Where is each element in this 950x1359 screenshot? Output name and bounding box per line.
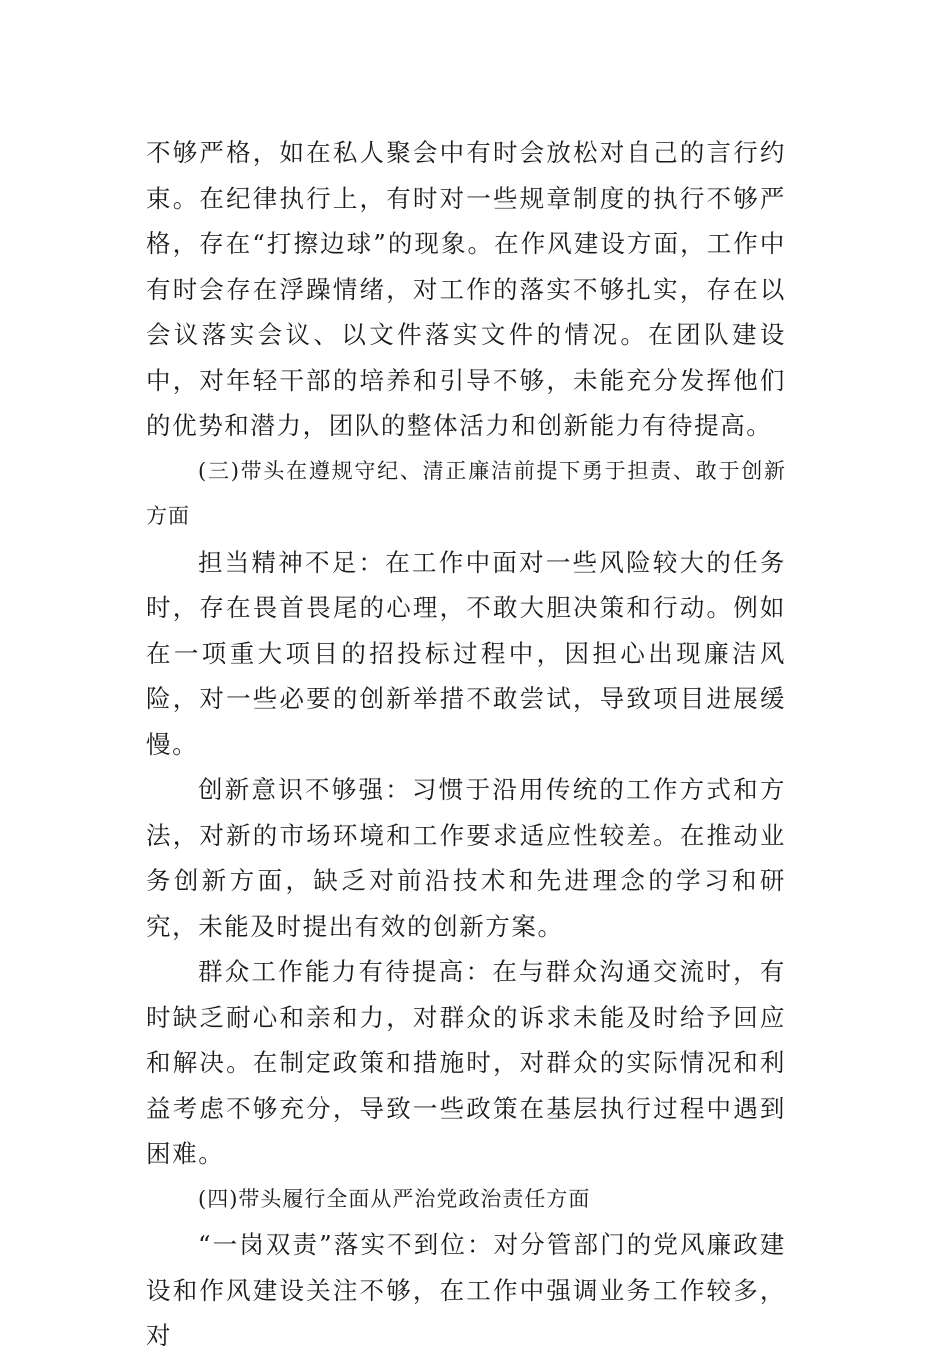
paragraph-mass-work: 群众工作能力有待提高：在与群众沟通交流时，有时缺乏耐心和亲和力，对群众的诉求未能及时给予回应和解决。在制定政策和措施时，对群众的实际情况和利益考虑不够充分，导致一些政策在基层执行过程中遇到困难。 bbox=[146, 957, 786, 1168]
section-heading-3: (三)带头在遵规守纪、清正廉洁前提下勇于担责、敢于创新方面 bbox=[146, 458, 786, 528]
paragraph-innovation: 创新意识不够强：习惯于沿用传统的工作方式和方法，对新的市场环境和工作要求适应性较差。在推动业务创新方面，缺乏对前沿技术和先进理念的学习和研究，未能及时提出有效的创新方案。 bbox=[146, 775, 786, 941]
section-heading-4: (四)带头履行全面从严治党政治责任方面 bbox=[198, 1186, 591, 1211]
document-body bbox=[146, 130, 786, 1359]
paragraph-responsibility: 担当精神不足：在工作中面对一些风险较大的任务时，存在畏首畏尾的心理，不敢大胆决策和行动。例如在一项重大项目的招投标过程中，因担心出现廉洁风险，对一些必要的创新举措不敢尝试，导致项目进展缓慢。 bbox=[146, 547, 786, 759]
paragraph-discipline-continued: 不够严格，如在私人聚会中有时会放松对自己的言行约束。在纪律执行上，有时对一些规章制度的执行不够严格，存在“打擦边球”的现象。在作风建设方面，工作中有时会存在浮躁情绪，对工作的落实不够扎实，存在以会议落实会议、以文件落实文件的情况。在团队建设中，对年轻干部的培养和引导不够，未能充分发挥他们的优势和潜力，团队的整体活力和创新能力有待提高。 bbox=[146, 138, 786, 440]
paragraph-one-post-two-duties: “一岗双责”落实不到位：对分管部门的党风廉政建设和作风建设关注不够，在工作中强调业务工作较多，对 bbox=[146, 1230, 786, 1350]
